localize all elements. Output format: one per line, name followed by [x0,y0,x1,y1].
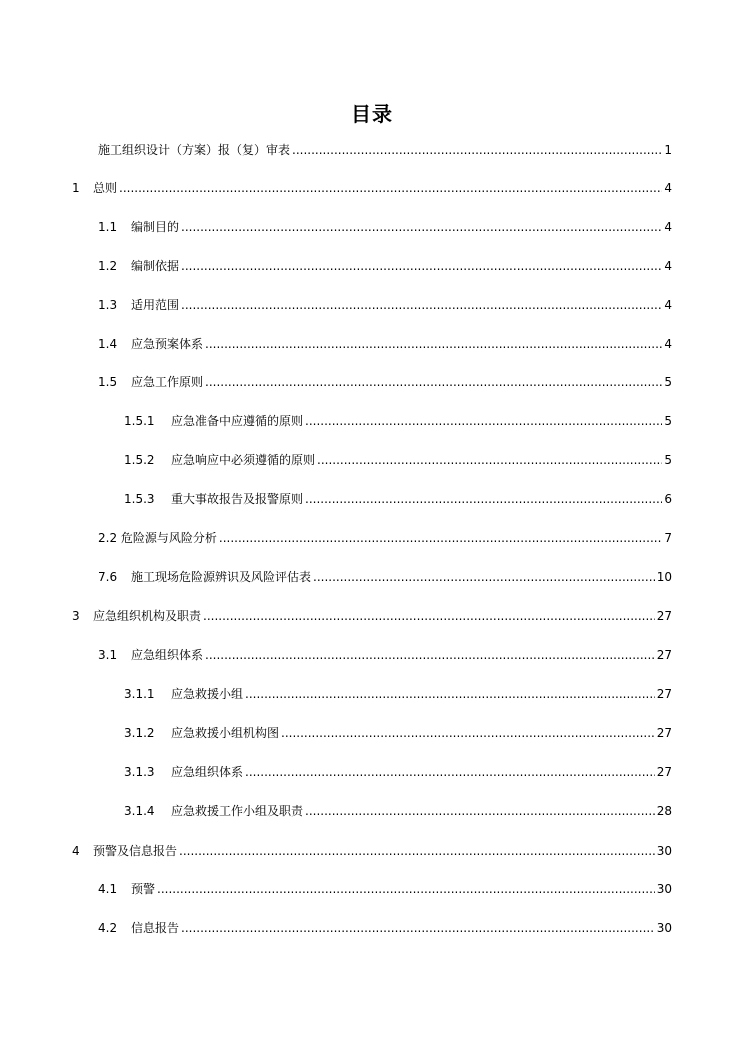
toc-entry[interactable] [0,646,672,664]
toc-entry-page: 4 [664,220,672,234]
toc-entry-label: 应急组织体系 [171,765,244,779]
toc-leader-dots [205,335,662,353]
toc-leader-dots [205,373,662,391]
toc-entry-number: 1.5.3 [124,492,155,506]
toc-leader-dots [181,296,662,314]
toc-entry-page: 10 [656,570,672,584]
toc-entry[interactable] [0,179,672,197]
toc-leader-dots [292,141,662,159]
toc-entry-number: 4 [72,844,80,858]
toc-leader-dots [281,724,655,742]
toc-entry-number: 4.2 [98,921,118,935]
toc-entry-number: 4.1 [98,882,118,896]
toc-leader-dots [245,763,655,781]
toc-entry-label: 应急预案体系 [131,337,204,351]
toc-entry-number: 1.2 [98,259,118,273]
toc-entry[interactable] [0,724,672,742]
toc-entry[interactable] [0,685,672,703]
toc-entry[interactable] [0,842,672,860]
toc-entry-label: 应急准备中应遵循的原则 [171,414,304,428]
toc-entry-page: 7 [664,531,672,545]
toc-entry-page: 5 [664,414,672,428]
toc-entry-number: 1.5 [98,375,118,389]
toc-entry-label: 应急救援工作小组及职责 [171,804,304,818]
toc-entry-page: 30 [656,921,672,935]
toc-entry[interactable] [0,919,672,937]
toc-entry-page: 4 [664,181,672,195]
toc-leader-dots [305,490,662,508]
toc-entry-label: 信息报告 [131,921,180,935]
toc-leader-dots [317,451,662,469]
toc-entry-number: 3.1.3 [124,765,155,779]
toc-leader-dots [181,257,662,275]
toc-entry[interactable] [0,412,672,430]
toc-entry-label: 预警及信息报告 [93,844,178,858]
toc-leader-dots [181,919,655,937]
toc-entry-number: 3.1.1 [124,687,155,701]
toc-entry-label: 2.2 危险源与风险分析 [98,531,217,545]
toc-entry-page: 4 [664,259,672,273]
toc-leader-dots [313,568,655,586]
toc-entry-page: 1 [664,143,672,157]
toc-entry-number: 7.6 [98,570,118,584]
toc-entry-label: 应急响应中必须遵循的原则 [171,453,316,467]
toc-entry-number: 3.1.4 [124,804,155,818]
toc-entry[interactable] [0,373,672,391]
toc-entry-label: 应急救援小组 [171,687,244,701]
toc-entry-page: 27 [656,765,672,779]
toc-entry[interactable] [0,257,672,275]
toc-entry[interactable] [0,296,672,314]
toc-entry[interactable] [0,880,672,898]
toc-entry[interactable] [0,763,672,781]
toc-entry-page: 5 [664,453,672,467]
page-title: 目录 [351,102,393,126]
toc-entry-page: 30 [656,882,672,896]
toc-entry-page: 28 [656,804,672,818]
toc-entry-number: 1.1 [98,220,118,234]
toc-entry[interactable] [0,141,672,159]
toc-entry-page: 4 [664,298,672,312]
toc-entry[interactable] [0,335,672,353]
toc-entry[interactable] [0,218,672,236]
toc-entry[interactable] [0,802,672,820]
toc-entry-page: 27 [656,648,672,662]
toc-entry-number: 1.4 [98,337,118,351]
toc-leader-dots [203,607,655,625]
toc-entry-label: 应急救援小组机构图 [171,726,280,740]
toc-entry-label: 适用范围 [131,298,180,312]
toc-entry-label: 编制依据 [131,259,180,273]
toc-entry-number: 1.5.1 [124,414,155,428]
toc-entry-label: 施工组织设计（方案）报（复）审表 [98,143,291,157]
toc-entry-number: 1.3 [98,298,118,312]
toc-leader-dots [119,179,662,197]
toc-leader-dots [179,842,655,860]
toc-entry-page: 27 [656,609,672,623]
toc-entry-label: 重大事故报告及报警原则 [171,492,304,506]
toc-entry[interactable] [0,490,672,508]
toc-entry-page: 27 [656,687,672,701]
toc-leader-dots [219,529,662,547]
toc-entry-number: 3.1.2 [124,726,155,740]
toc-entry-label: 预警 [131,882,156,896]
toc-leader-dots [305,802,655,820]
toc-entry-label: 应急组织体系 [131,648,204,662]
toc-entry[interactable] [0,607,672,625]
toc-entry-page: 27 [656,726,672,740]
toc-entry-label: 总则 [93,181,118,195]
toc-entry-label: 编制目的 [131,220,180,234]
toc-entry[interactable] [0,568,672,586]
toc-leader-dots [205,646,655,664]
toc-entry-label: 应急组织机构及职责 [93,609,202,623]
toc-entry-page: 30 [656,844,672,858]
toc-entry[interactable] [0,529,672,547]
toc-entry-number: 1 [72,181,80,195]
toc-entry-page: 6 [664,492,672,506]
toc-entry-number: 3.1 [98,648,118,662]
toc-leader-dots [157,880,655,898]
toc-entry-page: 4 [664,337,672,351]
toc-entry[interactable] [0,451,672,469]
toc-entry-page: 5 [664,375,672,389]
toc-entry-number: 1.5.2 [124,453,155,467]
toc-entry-label: 施工现场危险源辨识及风险评估表 [131,570,312,584]
toc-leader-dots [245,685,655,703]
toc-entry-number: 3 [72,609,80,623]
toc-leader-dots [181,218,662,236]
toc-leader-dots [305,412,662,430]
toc-entry-label: 应急工作原则 [131,375,204,389]
